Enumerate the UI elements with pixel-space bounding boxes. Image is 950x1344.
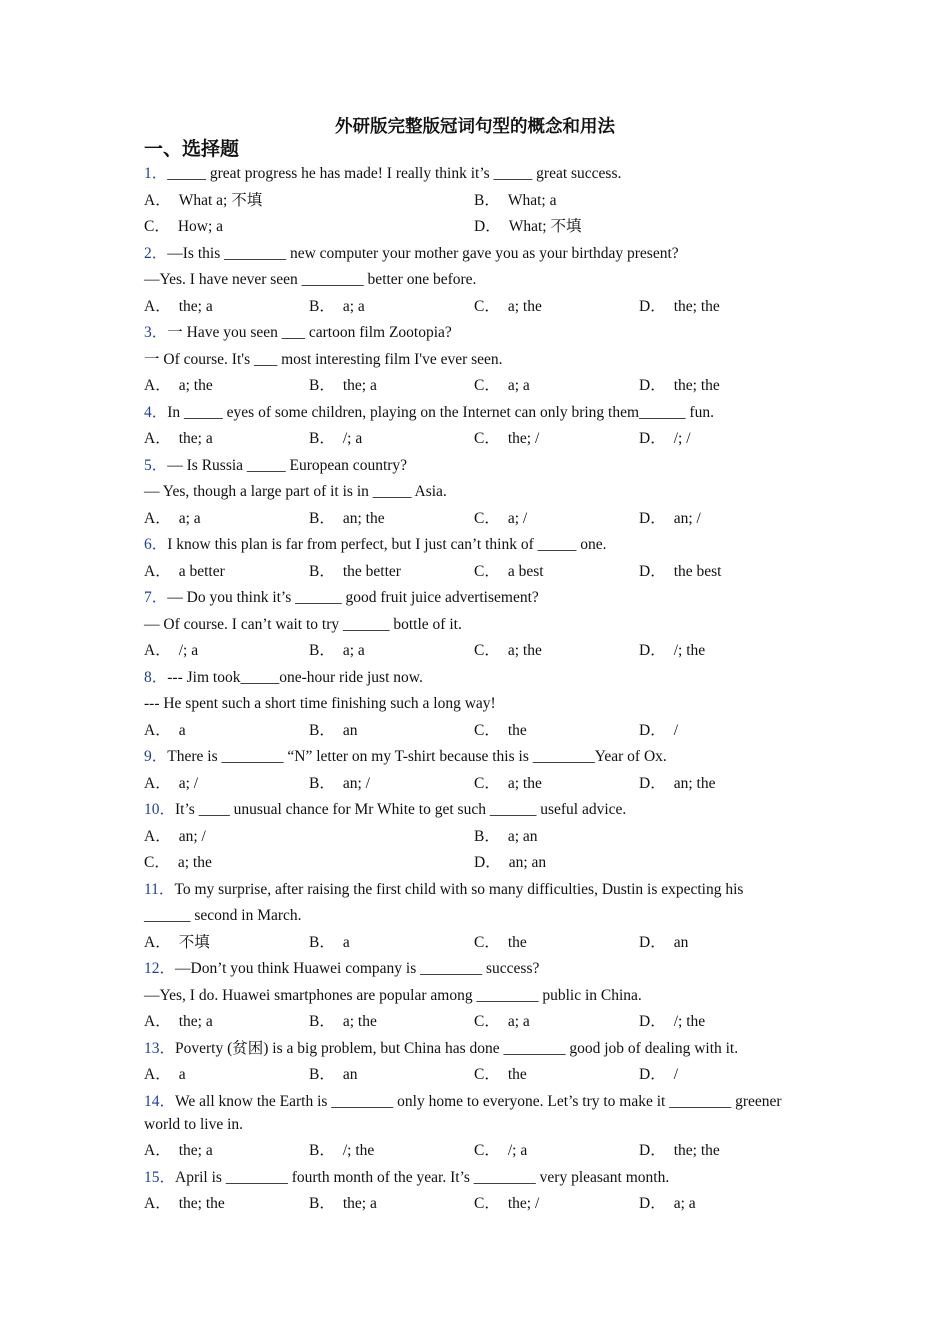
- question-item: [144, 665, 804, 745]
- option-label: B．: [309, 642, 335, 659]
- option-label: C．: [474, 430, 500, 447]
- question-text: ______ second in March.: [144, 907, 302, 924]
- question-stem: [144, 453, 804, 480]
- option-label: B．: [309, 1013, 335, 1030]
- section-heading: 一、选择题: [144, 139, 240, 160]
- option-text: the; the: [673, 377, 720, 394]
- question-text: — Yes, though a large part of it is in _____ Asia.: [144, 483, 447, 500]
- answer-option[interactable]: [474, 1062, 639, 1089]
- answer-option[interactable]: [309, 638, 474, 665]
- option-text: a; an: [507, 827, 538, 845]
- option-label: B．: [309, 933, 335, 951]
- option-text: a; /: [178, 774, 199, 792]
- option-label: A．: [144, 721, 171, 739]
- option-label: C．: [144, 218, 170, 235]
- option-label: C．: [474, 509, 500, 527]
- question-item: [144, 241, 804, 321]
- option-text: /; the: [673, 642, 706, 659]
- option-label: A．: [144, 430, 171, 447]
- answer-option[interactable]: [144, 559, 309, 586]
- option-text: a; the: [507, 774, 542, 792]
- option-label: C．: [474, 1013, 500, 1030]
- question-stem: [144, 1089, 804, 1139]
- option-text: /: [673, 721, 679, 739]
- option-text: the; the: [673, 297, 720, 315]
- option-label: C．: [474, 1195, 500, 1212]
- question-stem-continued: [144, 612, 804, 639]
- answer-option[interactable]: [144, 850, 474, 877]
- question-text: — Do you think it’s ______ good fruit juice advertisement?: [167, 589, 539, 606]
- option-label: A．: [144, 297, 171, 315]
- question-number: 10．: [144, 801, 176, 818]
- question-number: 3．: [144, 324, 168, 341]
- option-label: C．: [474, 721, 500, 739]
- option-text: an: [342, 721, 358, 739]
- option-text: a; a: [342, 297, 365, 315]
- option-label: B．: [309, 562, 335, 580]
- options-row: [144, 1191, 804, 1218]
- question-item: [144, 532, 804, 585]
- option-label: C．: [474, 562, 500, 580]
- question-item: [144, 877, 804, 957]
- question-stem: [144, 877, 804, 904]
- question-stem-continued: [144, 983, 804, 1010]
- option-text: the; the: [178, 1195, 225, 1212]
- option-label: C．: [474, 297, 500, 315]
- option-text: the better: [342, 562, 401, 580]
- options-row: [144, 850, 804, 877]
- option-label: C．: [474, 774, 500, 792]
- option-text: a: [178, 1066, 186, 1083]
- question-stem: [144, 665, 804, 692]
- option-text: What a; 不填: [178, 191, 263, 209]
- answer-option[interactable]: [639, 1062, 804, 1089]
- options-row: [144, 771, 804, 798]
- question-text: --- Jim took_____one-hour ride just now.: [167, 668, 423, 686]
- option-label: B．: [309, 377, 335, 394]
- option-text: the: [507, 721, 527, 739]
- question-number: 9．: [144, 748, 168, 765]
- option-label: A．: [144, 562, 171, 580]
- question-stem: [144, 241, 804, 268]
- option-label: D．: [474, 218, 501, 235]
- answer-option[interactable]: [309, 930, 474, 957]
- answer-option[interactable]: [639, 1138, 804, 1165]
- option-label: A．: [144, 1195, 171, 1212]
- question-list: [144, 161, 804, 1218]
- option-text: an: [673, 933, 689, 951]
- question-number: 12．: [144, 960, 176, 977]
- answer-option[interactable]: [144, 1191, 309, 1218]
- answer-option[interactable]: [309, 718, 474, 745]
- question-item: [144, 1165, 804, 1218]
- answer-option[interactable]: [639, 771, 804, 798]
- question-text: —Is this ________ new computer your mother gave you as your birthday present?: [167, 244, 679, 262]
- option-label: C．: [474, 1142, 500, 1159]
- question-stem: [144, 1165, 804, 1192]
- options-row: [144, 824, 804, 851]
- question-stem: [144, 532, 804, 559]
- option-label: D．: [639, 562, 666, 580]
- answer-option[interactable]: [309, 506, 474, 533]
- option-text: a: [178, 721, 186, 739]
- answer-option[interactable]: [474, 506, 639, 533]
- option-text: What; 不填: [508, 218, 582, 235]
- option-label: D．: [639, 509, 666, 527]
- question-text: —Don’t you think Huawei company is ________ success?: [175, 960, 540, 977]
- question-text: In _____ eyes of some children, playing on the Internet can only bring them______ fun.: [167, 403, 714, 421]
- option-text: an; /: [178, 827, 206, 845]
- question-text: Poverty (贫困) is a big problem, but China has done ________ good job of dealing with it.: [175, 1039, 739, 1057]
- option-text: the; a: [342, 1195, 377, 1212]
- option-label: B．: [474, 191, 500, 209]
- answer-option[interactable]: [474, 850, 804, 877]
- option-text: a; a: [507, 377, 530, 394]
- question-number: 11．: [144, 880, 175, 898]
- option-label: B．: [474, 827, 500, 845]
- question-number: 7．: [144, 589, 168, 606]
- question-stem-continued: [144, 347, 804, 374]
- option-text: a; a: [342, 642, 365, 659]
- option-text: the; a: [178, 297, 213, 315]
- question-text: 一 Have you seen ___ cartoon film Zootopia?: [167, 324, 452, 341]
- options-row: [144, 718, 804, 745]
- question-number: 15．: [144, 1168, 176, 1186]
- answer-option[interactable]: [639, 1191, 804, 1218]
- answer-option[interactable]: [474, 771, 639, 798]
- option-label: D．: [639, 642, 666, 659]
- question-text: There is ________ “N” letter on my T-shirt because this is ________Year of Ox.: [167, 748, 667, 765]
- question-text: To my surprise, after raising the first child with so many difficulties, Dustin is expecting his: [174, 880, 744, 898]
- option-text: a; the: [342, 1013, 377, 1030]
- question-number: 8．: [144, 668, 168, 686]
- answer-option[interactable]: [144, 638, 309, 665]
- options-row: [144, 1009, 804, 1036]
- option-label: A．: [144, 774, 171, 792]
- question-number: 4．: [144, 403, 168, 421]
- option-text: /: [673, 1066, 679, 1083]
- option-label: C．: [474, 377, 500, 394]
- answer-option[interactable]: [144, 214, 474, 241]
- question-stem: [144, 400, 804, 427]
- question-stem: [144, 585, 804, 612]
- answer-option[interactable]: [144, 771, 309, 798]
- options-row: [144, 373, 804, 400]
- option-text: the; a: [342, 377, 377, 394]
- answer-option[interactable]: [474, 294, 639, 321]
- option-text: How; a: [177, 218, 224, 235]
- options-row: [144, 1138, 804, 1165]
- option-text: /; /: [673, 430, 691, 447]
- document-title: 外研版完整版冠词句型的概念和用法: [335, 116, 615, 136]
- option-label: A．: [144, 1066, 171, 1083]
- answer-option[interactable]: [474, 559, 639, 586]
- option-text: a best: [507, 562, 544, 580]
- option-text: a; the: [178, 377, 213, 394]
- answer-option[interactable]: [309, 1009, 474, 1036]
- option-label: A．: [144, 509, 171, 527]
- answer-option[interactable]: [309, 1138, 474, 1165]
- question-text: — Of course. I can’t wait to try ______ bottle of it.: [144, 615, 462, 633]
- question-text: —Yes. I have never seen ________ better one before.: [144, 271, 477, 288]
- option-label: A．: [144, 933, 171, 951]
- options-row: [144, 559, 804, 586]
- question-text: —Yes, I do. Huawei smartphones are popular among ________ public in China.: [144, 986, 642, 1004]
- option-label: B．: [309, 297, 335, 315]
- option-label: D．: [639, 430, 666, 447]
- question-text: — Is Russia _____ European country?: [167, 456, 408, 474]
- answer-option[interactable]: [474, 426, 639, 453]
- question-item: [144, 1036, 804, 1089]
- option-label: D．: [474, 854, 501, 871]
- question-stem: [144, 797, 804, 824]
- answer-option[interactable]: [474, 1138, 639, 1165]
- answer-option[interactable]: [639, 426, 804, 453]
- option-label: C．: [474, 933, 500, 951]
- option-text: an; the: [673, 774, 716, 792]
- option-text: What; a: [507, 191, 557, 209]
- option-label: A．: [144, 191, 171, 209]
- question-text: _____ great progress he has made! I really think it’s _____ great success.: [167, 165, 622, 182]
- option-label: B．: [309, 1195, 335, 1212]
- option-label: B．: [309, 721, 335, 739]
- answer-option[interactable]: [309, 294, 474, 321]
- answer-option[interactable]: [309, 426, 474, 453]
- answer-option[interactable]: [639, 294, 804, 321]
- option-text: a; a: [507, 1013, 530, 1030]
- question-number: 13．: [144, 1039, 176, 1057]
- answer-option[interactable]: [144, 188, 474, 215]
- question-item: [144, 744, 804, 797]
- options-row: [144, 638, 804, 665]
- option-label: D．: [639, 1066, 666, 1083]
- question-text: We all know the Earth is ________ only home to everyone. Let’s try to make it ________ greener world to live in.: [144, 1093, 782, 1133]
- option-text: an; /: [673, 509, 701, 527]
- question-item: [144, 400, 804, 453]
- answer-option[interactable]: [474, 718, 639, 745]
- options-row: [144, 930, 804, 957]
- option-text: /; a: [342, 430, 363, 447]
- question-number: 1．: [144, 165, 168, 182]
- question-number: 5．: [144, 456, 168, 474]
- question-stem-continued: [144, 267, 804, 294]
- answer-option[interactable]: [144, 373, 309, 400]
- option-text: an; an: [508, 854, 547, 871]
- answer-option[interactable]: [144, 506, 309, 533]
- question-text: --- He spent such a short time finishing such a long way!: [144, 695, 496, 712]
- question-item: [144, 320, 804, 400]
- question-stem: [144, 320, 804, 347]
- answer-option[interactable]: [474, 824, 804, 851]
- options-row: [144, 294, 804, 321]
- answer-option[interactable]: [474, 1009, 639, 1036]
- question-text: I know this plan is far from perfect, but I just can’t think of _____ one.: [167, 536, 607, 553]
- option-text: a; the: [177, 854, 212, 871]
- answer-option[interactable]: [144, 426, 309, 453]
- answer-option[interactable]: [309, 559, 474, 586]
- answer-option[interactable]: [474, 188, 804, 215]
- question-text: 一 Of course. It's ___ most interesting film I've ever seen.: [144, 350, 503, 368]
- options-row: [144, 1062, 804, 1089]
- option-label: B．: [309, 1066, 335, 1083]
- answer-option[interactable]: [144, 718, 309, 745]
- question-stem: [144, 956, 804, 983]
- answer-option[interactable]: [309, 771, 474, 798]
- option-label: D．: [639, 774, 666, 792]
- answer-option[interactable]: [474, 1191, 639, 1218]
- option-label: A．: [144, 827, 171, 845]
- answer-option[interactable]: [639, 373, 804, 400]
- option-label: D．: [639, 1195, 666, 1212]
- options-row: [144, 506, 804, 533]
- question-number: 6．: [144, 536, 168, 553]
- document-page: [144, 113, 804, 1218]
- answer-option[interactable]: [144, 824, 474, 851]
- answer-option[interactable]: [309, 1191, 474, 1218]
- option-text: 不填: [178, 933, 210, 951]
- option-label: D．: [639, 297, 666, 315]
- options-row: [144, 214, 804, 241]
- option-label: B．: [309, 774, 335, 792]
- option-text: /; the: [342, 1142, 375, 1159]
- option-text: /; the: [673, 1013, 706, 1030]
- option-text: the: [507, 1066, 527, 1083]
- question-stem: [144, 1036, 804, 1063]
- option-label: A．: [144, 377, 171, 394]
- option-text: a: [342, 933, 350, 951]
- answer-option[interactable]: [474, 638, 639, 665]
- option-text: the; a: [178, 1142, 213, 1159]
- question-stem-continued: [144, 691, 804, 718]
- options-row: [144, 426, 804, 453]
- option-text: /; a: [178, 642, 199, 659]
- answer-option[interactable]: [639, 638, 804, 665]
- answer-option[interactable]: [474, 373, 639, 400]
- question-number: 14．: [144, 1093, 176, 1110]
- answer-option[interactable]: [474, 214, 804, 241]
- option-text: the best: [673, 562, 722, 580]
- question-item: [144, 453, 804, 533]
- option-text: the; /: [507, 1195, 540, 1212]
- question-stem-continued: [144, 903, 804, 930]
- option-text: /; a: [507, 1142, 528, 1159]
- option-text: a; a: [673, 1195, 696, 1212]
- option-text: the; a: [178, 1013, 213, 1030]
- answer-option[interactable]: [639, 506, 804, 533]
- answer-option[interactable]: [639, 559, 804, 586]
- answer-option[interactable]: [639, 718, 804, 745]
- answer-option[interactable]: [144, 1138, 309, 1165]
- question-text: April is ________ fourth month of the year. It’s ________ very pleasant month.: [175, 1168, 670, 1186]
- answer-option[interactable]: [474, 930, 639, 957]
- question-item: [144, 161, 804, 241]
- option-text: the; /: [507, 430, 540, 447]
- question-item: [144, 956, 804, 1036]
- option-label: B．: [309, 1142, 335, 1159]
- answer-option[interactable]: [639, 1009, 804, 1036]
- option-label: D．: [639, 1013, 666, 1030]
- answer-option[interactable]: [309, 373, 474, 400]
- option-text: the: [507, 933, 527, 951]
- option-text: an: [342, 1066, 358, 1083]
- options-row: [144, 188, 804, 215]
- option-text: an; the: [342, 509, 385, 527]
- answer-option[interactable]: [144, 1009, 309, 1036]
- option-label: A．: [144, 1142, 171, 1159]
- option-label: B．: [309, 430, 335, 447]
- option-label: B．: [309, 509, 335, 527]
- option-label: C．: [474, 642, 500, 659]
- option-text: a; the: [507, 297, 542, 315]
- option-label: C．: [144, 854, 170, 871]
- option-text: a; a: [178, 509, 201, 527]
- option-text: a; the: [507, 642, 542, 659]
- answer-option[interactable]: [309, 1062, 474, 1089]
- question-stem: [144, 161, 804, 188]
- option-label: A．: [144, 642, 171, 659]
- answer-option[interactable]: [144, 294, 309, 321]
- option-text: a better: [178, 562, 225, 580]
- option-text: the; a: [178, 430, 213, 447]
- option-text: a; /: [507, 509, 528, 527]
- option-label: A．: [144, 1013, 171, 1030]
- option-label: D．: [639, 721, 666, 739]
- question-item: [144, 1089, 804, 1165]
- question-stem: [144, 744, 804, 771]
- answer-option[interactable]: [639, 930, 804, 957]
- question-text: It’s ____ unusual chance for Mr White to get such ______ useful advice.: [175, 801, 627, 818]
- option-text: an; /: [342, 774, 370, 792]
- question-item: [144, 797, 804, 877]
- option-label: C．: [474, 1066, 500, 1083]
- option-label: D．: [639, 933, 666, 951]
- option-label: D．: [639, 377, 666, 394]
- option-label: D．: [639, 1142, 666, 1159]
- question-item: [144, 585, 804, 665]
- question-stem-continued: [144, 479, 804, 506]
- question-number: 2．: [144, 244, 168, 262]
- answer-option[interactable]: [144, 1062, 309, 1089]
- answer-option[interactable]: [144, 930, 309, 957]
- option-text: the; the: [673, 1142, 720, 1159]
